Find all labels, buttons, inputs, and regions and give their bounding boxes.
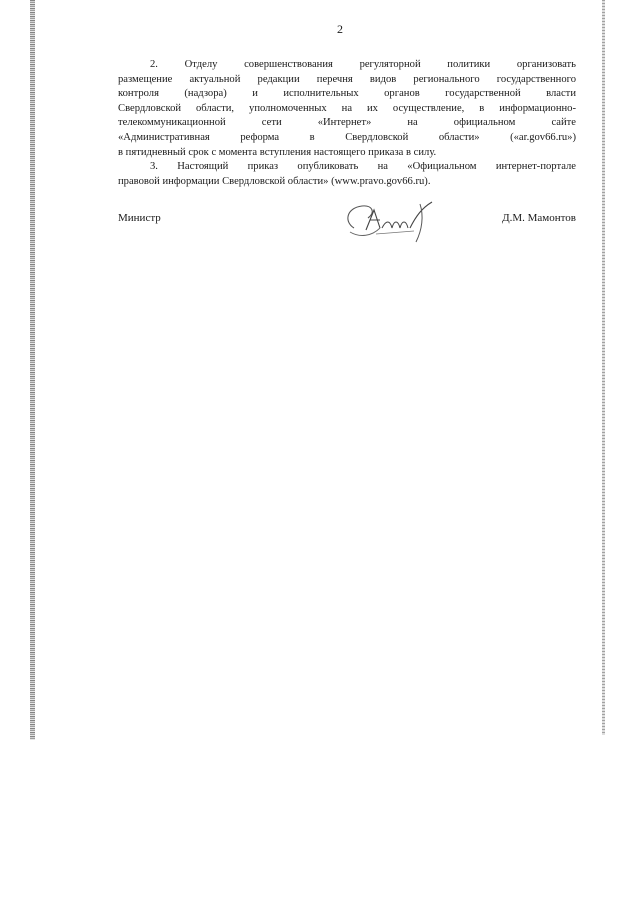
paragraph-2-line-6: «Административная реформа в Свердловской области» («ar.gov66.ru») <box>118 131 576 143</box>
paragraph-2-line-3: контроля (надзора) и исполнительных органов государственной власти <box>118 88 576 100</box>
scan-edge-left <box>30 0 35 740</box>
minister-label: Министр <box>118 212 161 224</box>
paragraph-3-line-2: правовой информации Свердловской области» (www.pravo.gov66.ru). <box>118 175 431 187</box>
document-body <box>118 58 576 189</box>
scan-edge-right <box>602 0 605 735</box>
paragraph-2-line-2: размещение актуальной редакции перечня видов регионального государственного <box>118 73 576 85</box>
paragraph-2-line-5: телекоммуникационной сети «Интернет» на официальном сайте <box>118 117 576 129</box>
paragraph-2-line-7: в пятидневный срок с момента вступления настоящего приказа в силу. <box>118 146 437 158</box>
page-number: 2 <box>337 22 343 36</box>
signature-block <box>118 212 576 252</box>
paragraph-2-line-1: 2. Отделу совершенствования регуляторной политики организовать <box>150 59 576 70</box>
paragraph-2-line-4: Свердловской области, уполномоченных на их осуществление, в информационно- <box>118 102 576 114</box>
signer-name: Д.М. Мамонтов <box>502 212 576 224</box>
handwritten-signature <box>336 198 446 248</box>
paragraph-3-line-1: 3. Настоящий приказ опубликовать на «Официальном интернет-портале <box>150 161 576 173</box>
